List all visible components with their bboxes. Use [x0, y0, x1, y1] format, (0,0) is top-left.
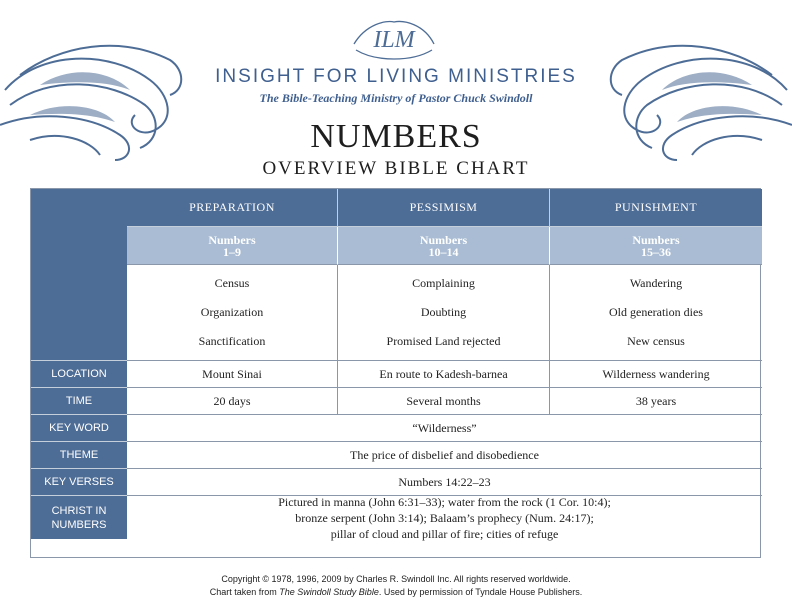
topic-item: Organization [200, 305, 264, 319]
time-value: Several months [338, 388, 550, 415]
section-topics [127, 265, 338, 361]
topic-item: New census [627, 334, 685, 348]
row-label-christ-in-numbers [31, 496, 127, 539]
copyright-line: Copyright © 1978, 1996, 2009 by Charles R. Swindoll Inc. All rights reserved worldwide. [221, 574, 571, 584]
location-value: Mount Sinai [127, 361, 338, 388]
tagline: The Bible-Teaching Ministry of Pastor Chuck Swindoll [259, 91, 533, 105]
location-value: En route to Kadesh-barnea [338, 361, 550, 388]
key-word-value: “Wilderness” [127, 415, 762, 442]
ilm-logo [346, 14, 442, 66]
time-value: 20 days [127, 388, 338, 415]
christ-in-numbers-value [127, 496, 762, 539]
christ-line: Pictured in manna (John 6:31–33); water from the rock (1 Cor. 10:4); [278, 494, 611, 509]
row-label-time: TIME [31, 388, 127, 415]
page-subtitle: OVERVIEW BIBLE CHART [262, 158, 530, 179]
row-label-key-verses: KEY VERSES [31, 469, 127, 496]
overview-chart [30, 188, 761, 558]
section-reference [338, 227, 550, 265]
topic-item: Complaining [412, 276, 475, 290]
time-value: 38 years [550, 388, 762, 415]
section-topics [550, 265, 762, 361]
christ-line: pillar of cloud and pillar of fire; cities of refuge [330, 526, 559, 541]
reference-book: Numbers [208, 232, 256, 247]
reference-book: Numbers [419, 232, 468, 247]
reference-range: 10–14 [428, 244, 459, 259]
section-heading-pessimism: PESSIMISM [338, 189, 550, 227]
location-value: Wilderness wandering [550, 361, 762, 388]
page-title: NUMBERS [310, 118, 482, 155]
row-label-theme: THEME [31, 442, 127, 469]
section-reference [550, 227, 762, 265]
section-reference [127, 227, 338, 265]
source-suffix: . Used by permission of Tyndale House Publishers. [378, 587, 583, 597]
section-heading-preparation: PREPARATION [127, 189, 338, 227]
row-label-line: CHRIST IN [51, 504, 107, 517]
section-topics [338, 265, 550, 361]
topic-item: Census [214, 276, 250, 290]
label-column-blank [31, 189, 127, 361]
org-name: INSIGHT FOR LIVING MINISTRIES [215, 66, 577, 87]
row-label-location: LOCATION [31, 361, 127, 388]
logo-text: ILM [373, 27, 415, 53]
reference-book: Numbers [632, 232, 680, 247]
theme-value: The price of disbelief and disobedience [127, 442, 762, 469]
row-label-line: NUMBERS [51, 518, 107, 531]
row-label-key-word: KEY WORD [31, 415, 127, 442]
reference-range: 1–9 [223, 244, 241, 259]
topic-item: Wandering [629, 276, 683, 290]
source-line [0, 586, 792, 599]
topic-item: Promised Land rejected [386, 334, 501, 348]
christ-line: bronze serpent (John 3:14); Balaam’s prophecy (Num. 24:17); [295, 510, 594, 525]
topic-item: Old generation dies [609, 305, 703, 319]
topic-item: Doubting [420, 305, 467, 319]
topic-item: Sanctification [198, 334, 266, 348]
reference-range: 15–36 [641, 244, 671, 259]
source-book-title: The Swindoll Study Bible [279, 587, 379, 597]
source-prefix: Chart taken from [209, 587, 280, 597]
copyright-footer [0, 573, 792, 599]
section-heading-punishment: PUNISHMENT [550, 189, 762, 227]
key-verses-value: Numbers 14:22–23 [127, 469, 762, 496]
